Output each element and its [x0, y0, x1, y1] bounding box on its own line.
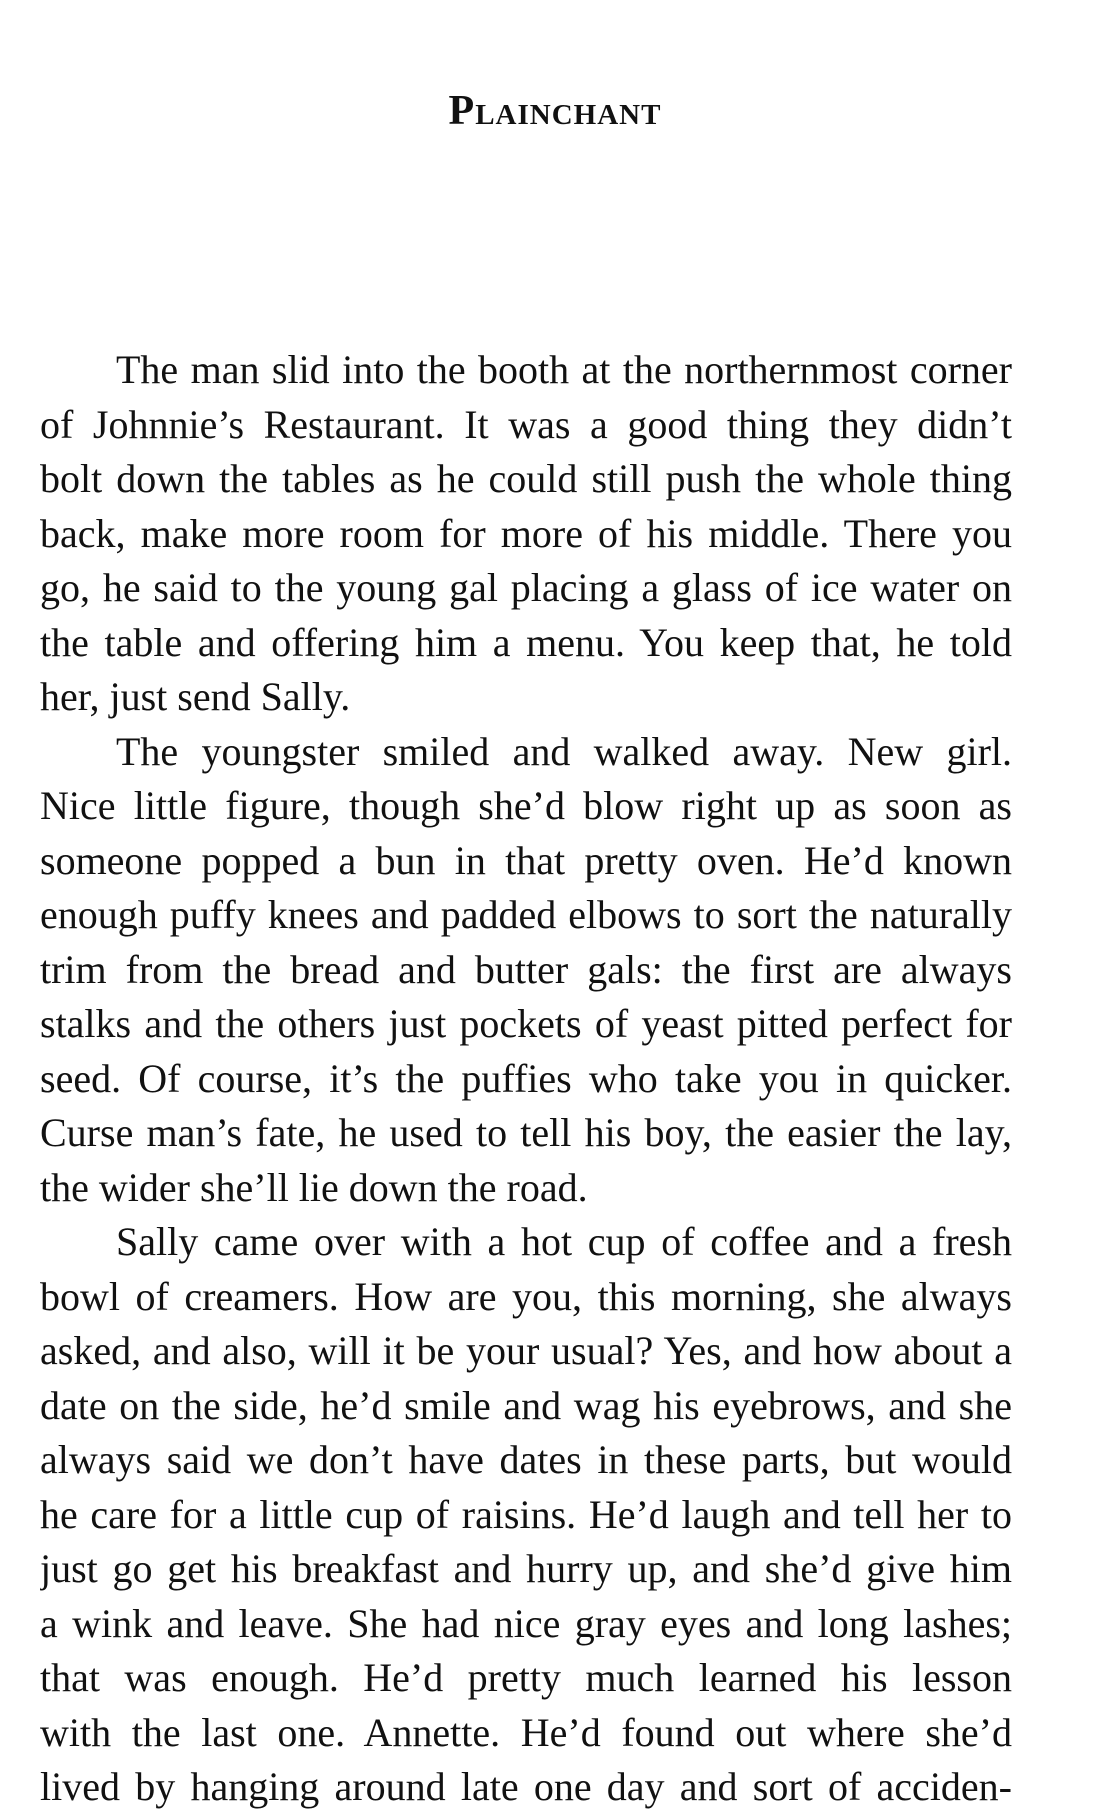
text-line: always said we don’t have dates in these parts, but would — [40, 1437, 1012, 1482]
text-line: enough puffy knees and padded elbows to sort the naturally — [40, 892, 1012, 937]
text-line: trim from the bread and butter gals: the first are always — [40, 946, 1012, 992]
text-line: date on the side, he’d smile and wag his eyebrows, and she — [40, 1382, 1012, 1428]
text-line: the table and offering him a menu. You keep that, he told — [40, 619, 1012, 665]
text-line: a wink and leave. She had nice gray eyes and long lashes; — [40, 1600, 1012, 1646]
text-line: seed. Of course, it’s the puffies who take you in quicker. — [40, 1055, 1012, 1101]
text-line: Curse man’s fate, he used to tell his boy, the easier the lay, — [40, 1110, 1012, 1155]
text-line: The youngster smiled and walked away. New girl. — [116, 728, 1012, 774]
text-line: her, just send Sally. — [40, 674, 351, 719]
text-line: he care for a little cup of raisins. He’d laugh and tell her to — [40, 1491, 1012, 1537]
running-head-title: Plainchant — [448, 88, 662, 134]
text-line: of Johnnie’s Restaurant. It was a good thing they didn’t — [40, 401, 1012, 447]
text-line: stalks and the others just pockets of yeast pitted perfect for — [40, 1001, 1012, 1046]
text-line: asked, and also, will it be your usual? Yes, and how about a — [40, 1328, 1012, 1373]
text-line: go, he said to the young gal placing a glass of ice water on — [40, 565, 1012, 610]
text-line: Nice little figure, though she’d blow right up as soon as — [40, 783, 1012, 828]
text-line: just go get his breakfast and hurry up, and she’d give him — [40, 1546, 1012, 1591]
text-line: The man slid into the booth at the northernmost corner — [116, 347, 1012, 392]
text-line: Sally came over with a hot cup of coffee and a fresh — [116, 1219, 1012, 1264]
text-line: with the last one. Annette. He’d found out where she’d — [40, 1709, 1012, 1755]
text-line: bolt down the tables as he could still push the whole thing — [40, 456, 1012, 501]
text-line: the wider she’ll lie down the road. — [40, 1164, 588, 1210]
text-line: bowl of creamers. How are you, this morning, she always — [40, 1273, 1012, 1319]
text-line: someone popped a bun in that pretty oven. He’d known — [40, 837, 1012, 883]
text-line: that was enough. He’d pretty much learned his lesson — [40, 1655, 1012, 1700]
body-text — [40, 343, 1012, 1815]
text-line: back, make more room for more of his middle. There you — [40, 510, 1012, 556]
text-line: lived by hanging around late one day and sort of acciden- — [40, 1764, 1012, 1809]
